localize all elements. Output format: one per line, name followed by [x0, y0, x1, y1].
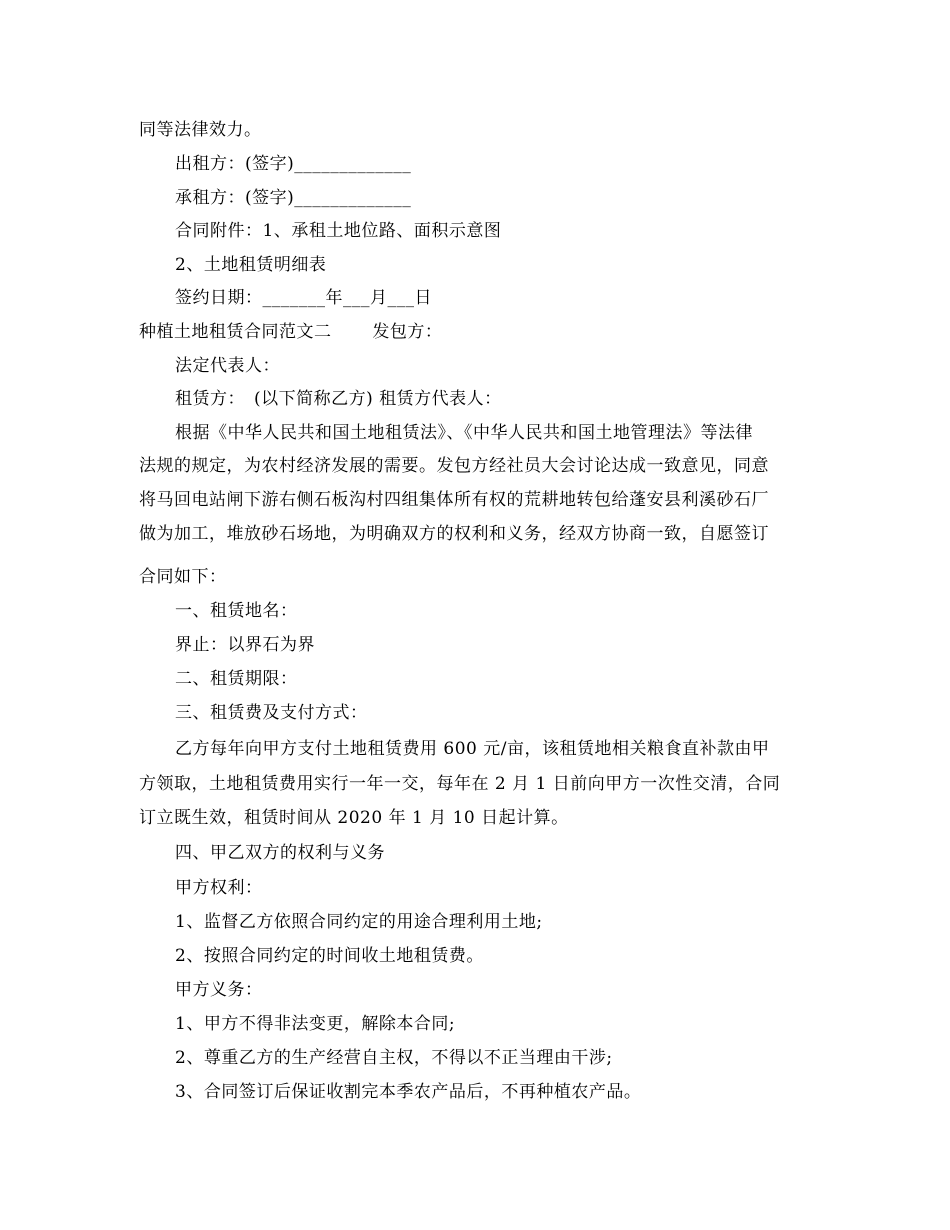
text-line: 合同附件：1、承租土地位路、面积示意图	[175, 221, 502, 241]
text-line: 三、租赁费及支付方式：	[175, 703, 368, 723]
text-line: 合同如下：	[139, 567, 227, 587]
text-line: 方领取，土地租赁费用实行一年一交，每年在 2 月 1 日前向甲方一次性交清，合同	[139, 774, 781, 794]
text-line: 二、租赁期限：	[175, 669, 298, 689]
text-line: 1、监督乙方依照合同约定的用途合理利用土地;	[175, 912, 543, 932]
text-line: 3、合同签订后保证收割完本季农产品后，不再种植农产品。	[175, 1082, 642, 1102]
text-line: 1、甲方不得非法变更，解除本合同;	[175, 1014, 456, 1034]
text-line: 甲方义务：	[175, 980, 263, 1000]
text-line: 2、土地租赁明细表	[175, 255, 327, 275]
text-line: 签约日期：_______年___月___日	[175, 288, 432, 308]
text-line: 界止：以界石为界	[175, 635, 315, 655]
text-line: 订立既生效，租赁时间从 2020 年 1 月 10 日起计算。	[139, 808, 569, 828]
text-line: 将马回电站闸下游右侧石板沟村四组集体所有权的荒耕地转包给蓬安县利溪砂石厂	[139, 490, 769, 510]
text-line: 承租方：(签字)_____________	[175, 188, 412, 208]
text-line: 四、甲乙双方的权利与义务	[175, 843, 385, 863]
text-line: 法规的规定，为农村经济发展的需要。发包方经社员大会讨论达成一致意见，同意	[139, 456, 769, 476]
text-line: 乙方每年向甲方支付土地租赁费用 600 元/亩，该租赁地相关粮食直补款由甲	[175, 739, 770, 759]
text-line: 法定代表人：	[175, 356, 280, 376]
text-line: 做为加工，堆放砂石场地，为明确双方的权利和义务，经双方协商一致，自愿签订	[139, 524, 769, 544]
text-line: 出租方：(签字)_____________	[175, 154, 412, 174]
text-line: 甲方权利：	[175, 878, 263, 898]
text-line: 同等法律效力。	[139, 120, 262, 140]
text-line: 一、租赁地名：	[175, 601, 298, 621]
text-line: 根据《中华人民共和国土地租赁法》、《中华人民共和国土地管理法》等法律	[175, 423, 753, 443]
text-line: 种植土地租赁合同范文二 发包方：	[139, 322, 443, 342]
text-line: 2、按照合同约定的时间收土地租赁费。	[175, 946, 484, 966]
text-line: 2、尊重乙方的生产经营自主权，不得以不正当理由干涉;	[175, 1048, 613, 1068]
text-line: 租赁方： (以下简称乙方) 租赁方代表人：	[175, 389, 502, 409]
